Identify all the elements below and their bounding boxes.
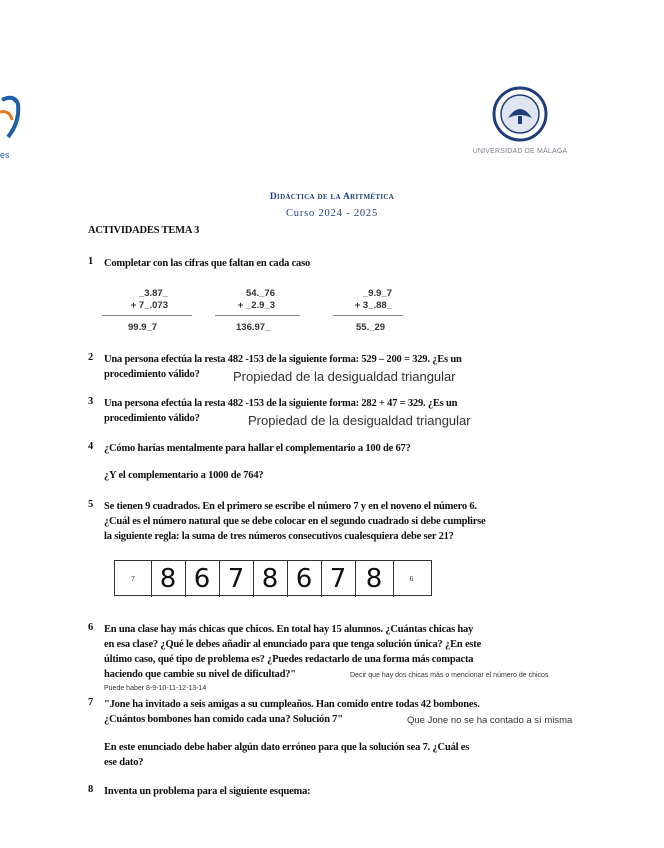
square-7: 7: [321, 561, 356, 597]
q5-line2: ¿Cuál es el número natural que se debe colocar en el segundo cuadrado si debe cumplirse: [104, 516, 486, 527]
q1-number: 1: [88, 256, 94, 267]
operation-2-line2: + _2.9_3: [237, 300, 275, 311]
q3-number: 3: [88, 396, 94, 407]
left-logo-icon: [0, 92, 24, 147]
q4-number: 4: [88, 441, 94, 452]
operation-2-result: 136.97_: [236, 322, 271, 333]
operation-1-rule: [102, 315, 192, 316]
square-9: 6: [409, 575, 414, 583]
q4-line1: ¿Cómo harías mentalmente para hallar el complementario a 100 de 67?: [104, 443, 411, 454]
q6-note2: Puede haber 8-9-10-11-12-13-14: [104, 685, 207, 692]
left-logo: [0, 92, 24, 162]
q7-line3: En este enunciado debe haber algún dato erróneo para que la solución sea 7. ¿Cuál es: [104, 742, 470, 753]
q6-line4: haciendo que cambie su nivel de dificultad?": [104, 669, 296, 680]
left-logo-text: es: [0, 150, 10, 160]
q1-operations: [100, 280, 405, 342]
course-title: Didáctica de la Aritmética: [269, 192, 395, 202]
operation-3-result: 55._29: [356, 322, 386, 333]
q6-line1: En una clase hay más chicas que chicos. En total hay 15 alumnos. ¿Cuántas chicas hay: [104, 624, 474, 635]
squares-row: [114, 560, 432, 596]
university-logo-caption: UNIVERSIDAD DE MÁLAGA: [472, 148, 568, 155]
q6-note1: Decir que hay dos chicas más o mencionar el número de chicos: [350, 672, 549, 679]
q2-note: Propiedad de la desigualdad triangular: [233, 369, 456, 384]
q3-line1: Una persona efectúa la resta 482 -153 de la siguiente forma: 282 + 47 = 329. ¿Es un: [104, 398, 458, 409]
q2-line1: Una persona efectúa la resta 482 -153 de la siguiente forma: 529 – 200 = 329. ¿Es un: [104, 354, 462, 365]
q3-line2: procedimiento válido?: [104, 413, 200, 424]
q2-number: 2: [88, 352, 94, 363]
operation-3-line1: _9.9_7: [362, 288, 392, 299]
square-8: 8: [355, 561, 394, 597]
q6-number: 6: [88, 622, 94, 633]
square-5: 8: [253, 561, 288, 597]
q4-line2: ¿Y el complementario a 1000 de 764?: [104, 470, 264, 481]
course-year: Curso 2024 - 2025: [285, 208, 379, 219]
square-3: 6: [185, 561, 220, 597]
section-title: ACTIVIDADES TEMA 3: [88, 225, 200, 236]
q5-line1: Se tienen 9 cuadrados. En el primero se escribe el número 7 y en el noveno el número 6.: [104, 501, 477, 512]
operation-3-line2: + 3_.88_: [354, 300, 392, 311]
operation-2-line1: 54._76: [245, 288, 275, 299]
q7-line4: ese dato?: [104, 757, 144, 768]
operation-2-rule: [215, 315, 300, 316]
square-2: 8: [151, 561, 186, 597]
q6-line3: último caso, qué tipo de problema es? ¿Puedes redactarlo de una forma más compacta: [104, 654, 474, 665]
operation-1-result: 99.9_7: [128, 322, 158, 333]
q8-text: Inventa un problema para el siguiente esquema:: [104, 786, 311, 797]
q7-line1: "Jone ha invitado a seis amigas a su cumpleaños. Han comido entre todas 42 bombones.: [104, 699, 480, 710]
university-logo: [470, 86, 570, 164]
square-1: 7: [115, 561, 152, 597]
q3-note: Propiedad de la desigualdad triangular: [248, 413, 471, 428]
operation-1-line1: _3.87_: [138, 288, 168, 299]
q1-text: Completar con las cifras que faltan en cada caso: [104, 258, 311, 269]
q5-line3: la siguiente regla: la suma de tres números consecutivos cualesquiera debe ser 21?: [104, 531, 454, 542]
q5-number: 5: [88, 499, 94, 510]
square-4: 7: [219, 561, 254, 597]
q2-line2: procedimiento válido?: [104, 369, 200, 380]
university-seal-icon: [492, 86, 548, 142]
q7-line2: ¿Cuántos bombones han comido cada una? Solución 7": [104, 714, 343, 725]
q7-number: 7: [88, 697, 94, 708]
q6-line2: en esa clase? ¿Qué le debes añadir al enunciado para que tenga solución única? ¿En este: [104, 639, 482, 650]
operation-3-rule: [333, 315, 403, 316]
q7-note: Que Jone no se ha contado a sí misma: [407, 715, 573, 726]
square-6: 6: [287, 561, 322, 597]
operation-1-line2: + 7_.073: [130, 300, 168, 311]
q8-number: 8: [88, 784, 94, 795]
